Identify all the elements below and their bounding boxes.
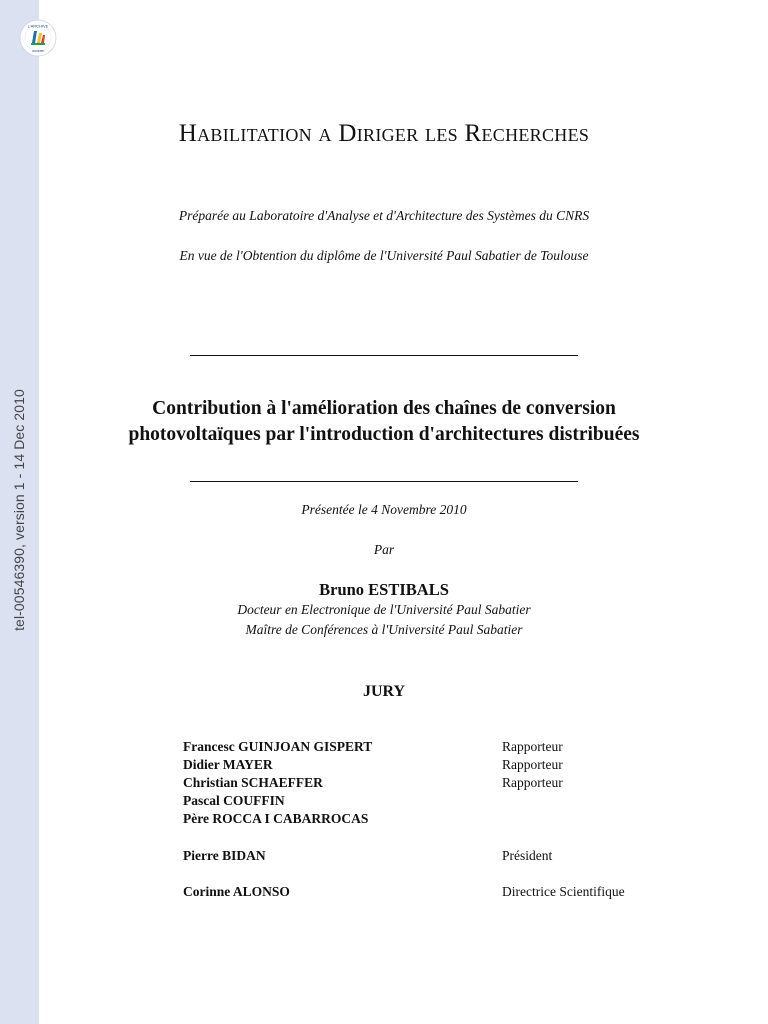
top-divider xyxy=(190,355,578,356)
jury-member-role: Président xyxy=(502,848,553,863)
jury-row xyxy=(183,739,703,757)
author-title-1: Docteur en Electronique de l'Université Paul Sabatier xyxy=(237,602,531,617)
jury-member-name: Pascal COUFFIN xyxy=(183,793,285,808)
jury-row xyxy=(183,757,703,775)
jury-row xyxy=(183,775,703,793)
presentation-date: Présentée le 4 Novembre 2010 xyxy=(301,502,467,517)
author-name: Bruno ESTIBALS xyxy=(319,580,449,599)
jury-member-role: Directrice Scientifique xyxy=(502,884,625,899)
jury-row xyxy=(183,793,703,811)
jury-member-name: Didier MAYER xyxy=(183,757,273,772)
jury-member-role: Rapporteur xyxy=(502,775,563,790)
page-title: Habilitation a Diriger les Recherches xyxy=(178,120,590,147)
jury-row xyxy=(183,884,703,902)
thesis-title-line-2: photovoltaïques par l'introduction d'architectures distribuées xyxy=(128,424,640,445)
degree-line: En vue de l'Obtention du diplôme de l'Université Paul Sabatier de Toulouse xyxy=(179,248,589,263)
jury-row xyxy=(183,848,703,866)
logo-bottom-text: ouverte xyxy=(32,49,44,53)
archive-stamp-text: tel-00546390, version 1 - 14 Dec 2010 xyxy=(11,389,27,631)
prepared-at-line: Préparée au Laboratoire d'Analyse et d'Architecture des Systèmes du CNRS xyxy=(178,208,590,223)
jury-member-name: Corinne ALONSO xyxy=(183,884,290,899)
bottom-divider xyxy=(190,481,578,482)
jury-member-role: Rapporteur xyxy=(502,757,563,772)
thesis-title xyxy=(39,396,729,448)
thesis-title-line-1: Contribution à l'amélioration des chaînes de conversion xyxy=(152,398,616,419)
jury-member-name: Père ROCCA I CABARROCAS xyxy=(183,811,369,826)
jury-member-name: Pierre BIDAN xyxy=(183,848,266,863)
logo-top-text: L'ARCHIVE xyxy=(27,23,49,29)
jury-heading: JURY xyxy=(362,683,406,700)
jury-member-name: Francesc GUINJOAN GISPERT xyxy=(183,739,373,754)
jury-member-role: Rapporteur xyxy=(502,739,563,754)
jury-row xyxy=(183,811,703,829)
jury-member-name: Christian SCHAEFFER xyxy=(183,775,323,790)
by-label: Par xyxy=(373,542,395,557)
hal-archive-logo-icon xyxy=(19,19,57,57)
author-title-2: Maître de Conférences à l'Université Paul Sabatier xyxy=(245,622,523,637)
